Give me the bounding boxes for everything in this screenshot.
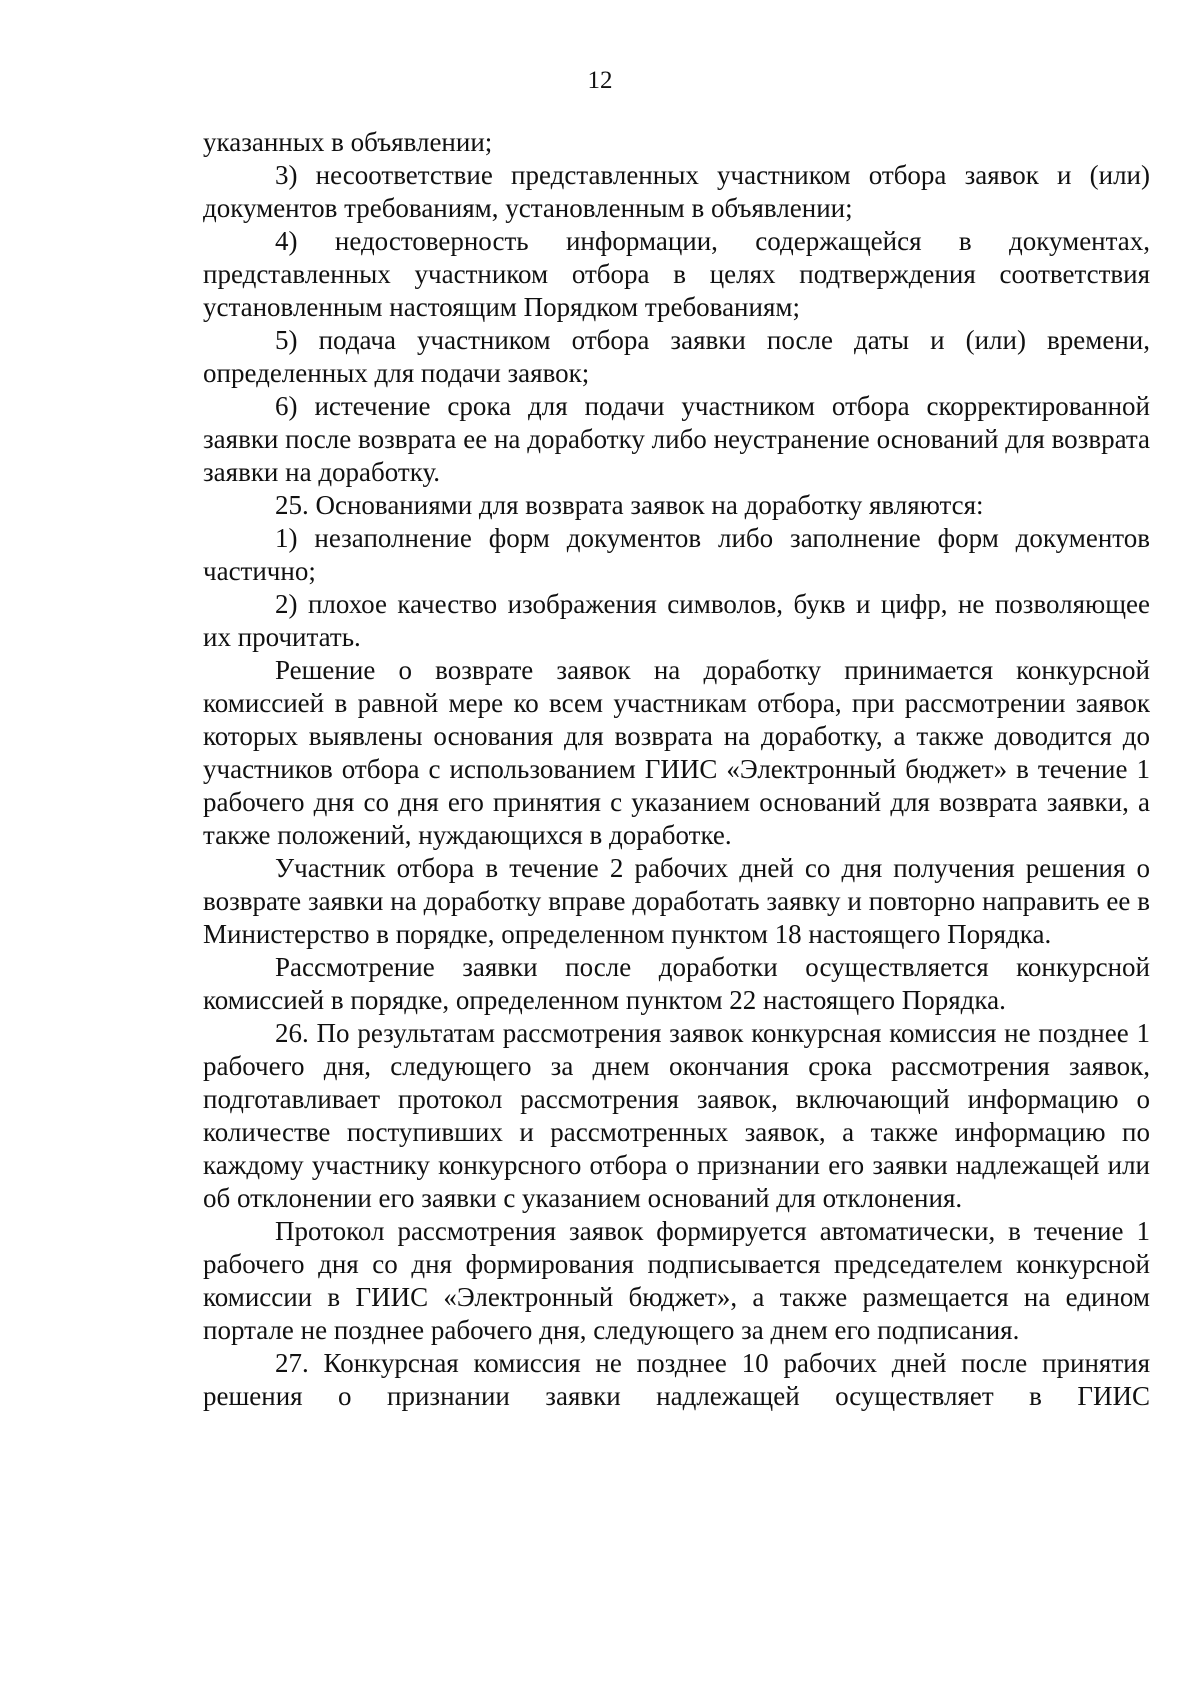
paragraph: 3) несоответствие представленных участником отбора заявок и (или) документов требованиям, установленным в объявлении; <box>203 160 1150 223</box>
paragraph: Протокол рассмотрения заявок формируется автоматически, в течение 1 рабочего дня со дня формирования подписывается председателем конкурсной комиссии в ГИИС «Электронный бюджет», а также размещается на едином портале не позднее рабочего дня, следующего за днем его подписания. <box>203 1216 1150 1345</box>
page-number: 12 <box>587 67 613 94</box>
paragraph: указанных в объявлении; <box>203 127 493 157</box>
paragraph: 26. По результатам рассмотрения заявок конкурсная комиссия не позднее 1 рабочего дня, следующего за днем окончания срока рассмотрения заявок, подготавливает протокол рассмотрения заявок, включающий информацию о количестве поступивших и рассмотренных заявок, а также информацию по каждому участнику конкурсного отбора о признании его заявки надлежащей или об отклонении его заявки с указанием оснований для отклонения. <box>203 1018 1150 1213</box>
document-body <box>203 126 1150 1413</box>
paragraph: Решение о возврате заявок на доработку принимается конкурсной комиссией в равной мере ко всем участникам отбора, при рассмотрении заявок которых выявлены основания для возврата на доработку, а также доводится до участников отбора с использованием ГИИС «Электронный бюджет» в течение 1 рабочего дня со дня его принятия с указанием оснований для возврата заявки, а также положений, нуждающихся в доработке. <box>203 655 1150 850</box>
paragraph: 1) незаполнение форм документов либо заполнение форм документов частично; <box>203 523 1150 586</box>
paragraph: Участник отбора в течение 2 рабочих дней со дня получения решения о возврате заявки на доработку вправе доработать заявку и повторно направить ее в Министерство в порядке, определенном пунктом 18 настоящего Порядка. <box>203 853 1150 949</box>
paragraph: 27. Конкурсная комиссия не позднее 10 рабочих дней после принятия решения о признании заявки надлежащей осуществляет в ГИИС <box>203 1348 1150 1411</box>
paragraph: 2) плохое качество изображения символов, букв и цифр, не позволяющее их прочитать. <box>203 589 1150 652</box>
paragraph: 4) недостоверность информации, содержащейся в документах, представленных участником отбора в целях подтверждения соответствия установленным настоящим Порядком требованиям; <box>203 226 1150 322</box>
paragraph: 25. Основаниями для возврата заявок на доработку являются: <box>275 490 984 520</box>
paragraph: 6) истечение срока для подачи участником отбора скорректированной заявки после возврата ее на доработку либо неустранение оснований для возврата заявки на доработку. <box>203 391 1150 487</box>
paragraph: Рассмотрение заявки после доработки осуществляется конкурсной комиссией в порядке, определенном пунктом 22 настоящего Порядка. <box>203 952 1150 1015</box>
paragraph: 5) подача участником отбора заявки после даты и (или) времени, определенных для подачи заявок; <box>203 325 1150 388</box>
